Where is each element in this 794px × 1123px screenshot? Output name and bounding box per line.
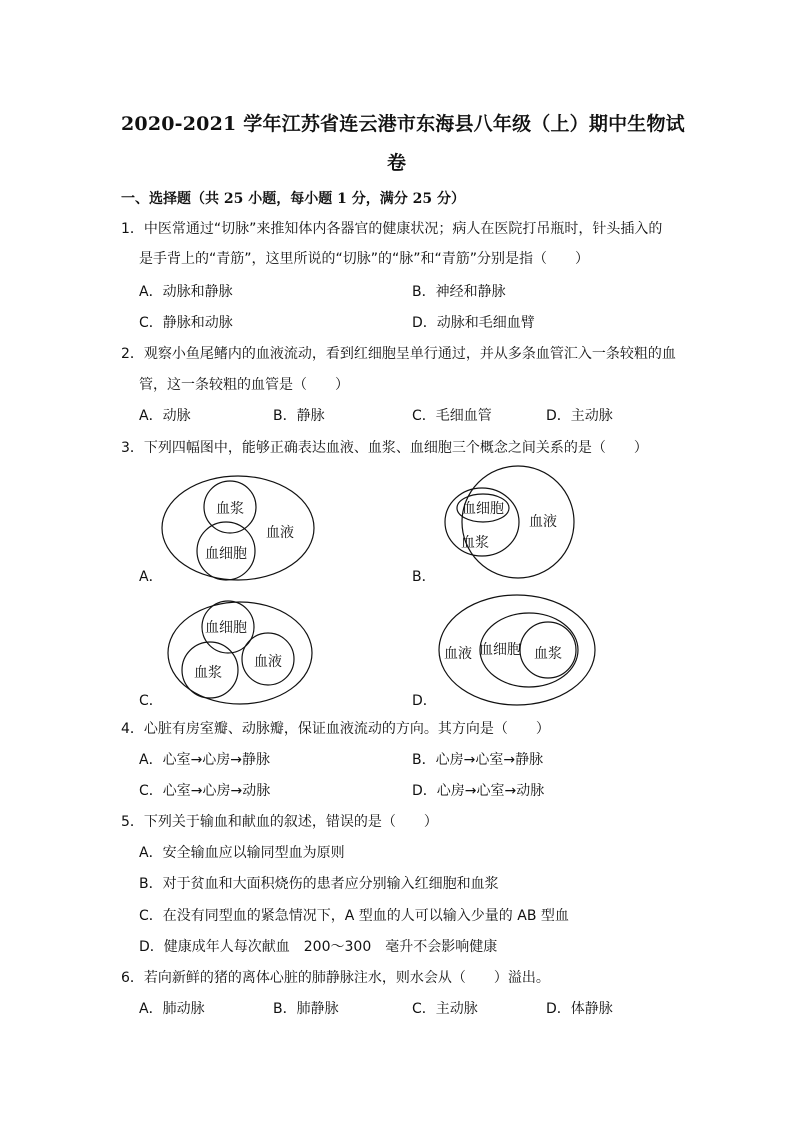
venn-b-label-blood: 血液 (529, 514, 557, 530)
venn-diagram-c (165, 600, 325, 710)
question-4-option-c: C．心室→心房→动脉 (139, 783, 271, 799)
venn-b-label-plasma: 血浆 (461, 535, 489, 551)
question-3-option-a: A． (139, 569, 163, 585)
question-3-line-1: 3．下列四幅图中，能够正确表达血液、血浆、血细胞三个概念之间关系的是（ ） (121, 440, 648, 456)
question-4-line-1: 4．心脏有房室瓣、动脉瓣，保证血液流动的方向。其方向是（ ） (121, 721, 550, 737)
question-1-line-2: 是手背上的“青筋”，这里所说的“切脉”的“脉”和“青筋”分别是指（ ） (139, 251, 590, 267)
venn-a-label-cells: 血细胞 (205, 546, 247, 562)
venn-a-label-blood: 血液 (266, 525, 294, 541)
page-title-line-2: 卷 (387, 152, 407, 174)
question-5-option-a: A．安全输血应以输同型血为原则 (139, 845, 345, 861)
question-2-option-b: B．静脉 (273, 408, 325, 424)
question-2-option-d: D．主动脉 (546, 408, 613, 424)
question-5-option-d: D．健康成年人每次献血 200～300 毫升不会影响健康 (139, 939, 498, 955)
question-1-option-a: A．动脉和静脉 (139, 284, 233, 300)
question-2-line-1: 2．观察小鱼尾鳍内的血液流动，看到红细胞呈单行通过，并从多条血管汇入一条较粗的血 (121, 346, 676, 362)
question-4-option-b: B．心房→心室→静脉 (412, 752, 544, 768)
question-1-option-d: D．动脉和毛细血臂 (412, 315, 535, 331)
section-heading: 一、选择题（共 25 小题，每小题 1 分，满分 25 分） (121, 191, 465, 207)
question-2-line-2: 管，这一条较粗的血管是（ ） (139, 377, 349, 393)
venn-b-label-cells: 血细胞 (462, 501, 504, 517)
venn-diagram-d (437, 592, 597, 707)
page-title-line-1: 2020-2021 学年江苏省连云港市东海县八年级（上）期中生物试 (121, 113, 685, 135)
venn-c-label-plasma: 血浆 (194, 665, 222, 681)
question-3-option-c: C． (139, 693, 163, 709)
question-6-line-1: 6．若向新鲜的猪的离体心脏的肺静脉注水，则水会从（ ）溢出。 (121, 970, 550, 986)
question-4-option-a: A．心室→心房→静脉 (139, 752, 271, 768)
venn-diagram-b (439, 465, 599, 585)
question-6-option-d: D．体静脉 (546, 1001, 613, 1017)
question-5-line-1: 5．下列关于输血和献血的叙述，错误的是（ ） (121, 814, 438, 830)
venn-d-label-plasma: 血浆 (534, 646, 562, 662)
venn-c-label-cells: 血细胞 (205, 620, 247, 636)
question-2-option-c: C．毛细血管 (412, 408, 492, 424)
question-5-option-c: C．在没有同型血的紧急情况下，A 型血的人可以输入少量的 AB 型血 (139, 908, 569, 924)
question-2-option-a: A．动脉 (139, 408, 191, 424)
question-3-option-b: B． (412, 569, 436, 585)
question-3-option-d: D． (412, 693, 437, 709)
question-1-option-c: C．静脉和动脉 (139, 315, 233, 331)
question-1-line-1: 1．中医常通过“切脉”来推知体内各器官的健康状况；病人在医院打吊瓶时，针头插入的 (121, 221, 663, 237)
venn-c-label-blood: 血液 (254, 654, 282, 670)
question-6-option-b: B．肺静脉 (273, 1001, 339, 1017)
question-1-option-b: B．神经和静脉 (412, 284, 506, 300)
venn-d-label-blood: 血液 (444, 646, 472, 662)
venn-d-label-cells: 血细胞 (479, 642, 521, 658)
question-6-option-a: A．肺动脉 (139, 1001, 205, 1017)
question-6-option-c: C．主动脉 (412, 1001, 478, 1017)
question-4-option-d: D．心房→心室→动脉 (412, 783, 545, 799)
venn-a-label-plasma: 血浆 (216, 501, 244, 517)
venn-diagram-a (160, 474, 320, 584)
question-5-option-b: B．对于贫血和大面积烧伤的患者应分别输入红细胞和血浆 (139, 876, 499, 892)
